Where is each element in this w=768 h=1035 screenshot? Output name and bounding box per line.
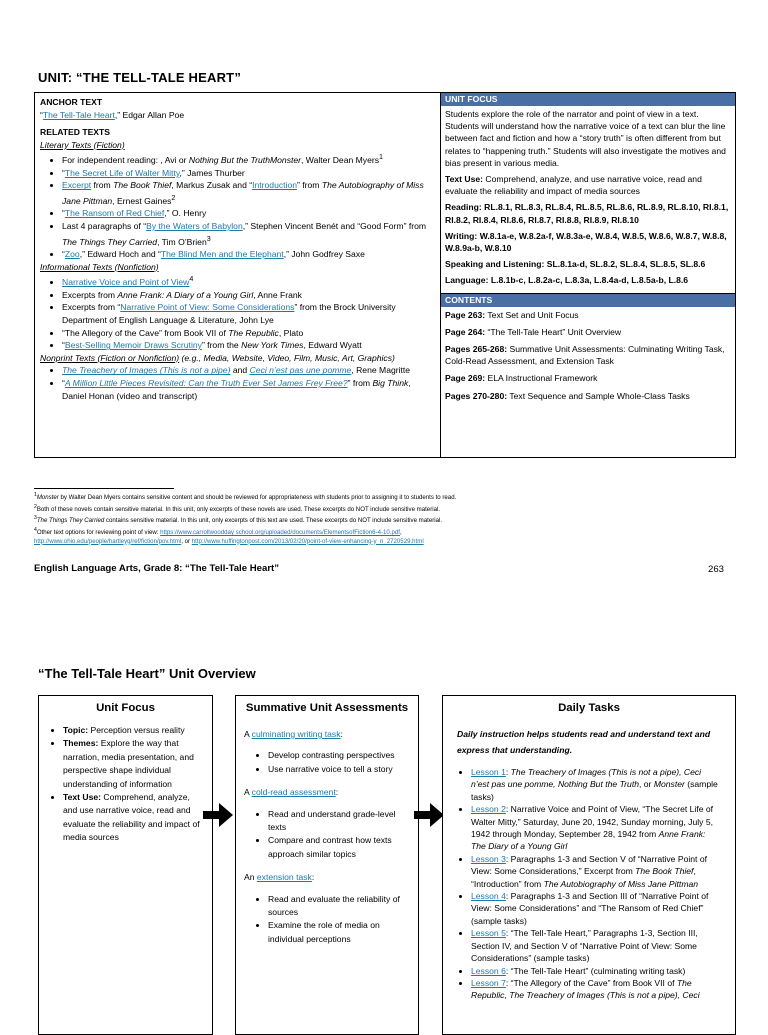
informational-text: “ [62, 340, 65, 351]
unit-focus-column [441, 93, 735, 457]
informational-item [62, 273, 435, 288]
anchor-open-quote: “ [40, 109, 43, 120]
unit-table [34, 92, 736, 458]
literary-item [62, 151, 435, 166]
informational-italic: The Republic [228, 327, 279, 338]
cold-read-pre: A [244, 787, 252, 798]
summative-assessments-box [235, 695, 419, 1035]
lesson-link[interactable]: Lesson 6 [471, 965, 506, 976]
unit-title: UNIT: “THE TELL-TALE HEART” [38, 70, 242, 85]
contents-label: Page 263: [445, 309, 486, 320]
overview-title: “The Tell-Tale Heart” Unit Overview [38, 666, 256, 681]
contents-item[interactable] [445, 326, 731, 338]
daily-tasks-box [442, 695, 736, 1035]
lesson-text: : Paragraphs 1-3 and Section V of “Narrative Point of View: Some Considerations,” Excerpt from [471, 853, 707, 877]
assessment-item: • Use narrative voice to tell a story [268, 763, 410, 776]
informational-text: Excerpts from “ [62, 302, 121, 313]
informational-heading: Informational Texts (Nonfiction) [40, 261, 159, 272]
page-footer: English Language Arts, Grade 8: “The Tell-Tale Heart” [34, 563, 280, 574]
standard-label: Language: [445, 275, 489, 286]
informational-item [62, 301, 435, 326]
assessment-item: • Read and understand grade-level texts [268, 808, 410, 835]
footnotes [34, 491, 734, 546]
lesson-text: : “The Tell-Tale Heart” (culminating writing task) [505, 965, 686, 976]
extension-task-link[interactable]: extension task [256, 872, 312, 883]
literary-italic: The Autobiography of Miss Jane Pittman [62, 180, 424, 206]
literary-text: Last 4 paragraphs of “ [62, 221, 147, 232]
literary-text: ,” John Godfrey Saxe [283, 249, 365, 260]
standard-value: L.8.1b-c, L.8.2a-c, L.8.3a, L.8.4a-d, L.8.5a-b, L.8.6 [488, 275, 689, 286]
informational-link[interactable]: Narrative Voice and Point of View [62, 277, 190, 288]
literary-italic: Nothing But the Truth [188, 155, 270, 166]
contents-label: Page 264: [445, 326, 486, 337]
lesson-list [457, 766, 721, 1002]
literary-text: ,” Edward Hoch and “ [79, 249, 161, 260]
lesson-link[interactable]: Lesson 1 [471, 767, 506, 777]
text-use-value: Comprehend, analyze, and use narrative voice, read and evaluate the reliability and impact of media sources [445, 174, 702, 197]
literary-text: “ [62, 208, 65, 219]
lesson-item [471, 803, 721, 853]
literary-text: , Tim O’Brien [157, 236, 207, 247]
contents-value: Text Sequence and Sample Whole-Class Tasks [507, 390, 690, 401]
unit-focus-box-list [39, 724, 212, 845]
nonprint-item [62, 377, 435, 402]
literary-text: , Walter Dean Myers [301, 155, 380, 166]
lesson-item [471, 977, 721, 1002]
focus-item [63, 737, 204, 791]
lesson-text: : “The Allegory of the Cave” from Book VII of [505, 977, 677, 988]
assessment-item: • Read and evaluate the reliability of sources [268, 893, 410, 920]
culminating-post: : [340, 729, 343, 739]
lesson-text: : Paragraphs 1-3 and Section III of “Narrative Point of View: Some Considerations” and “The Ransom of Red Chief” (sample tasks) [471, 891, 709, 926]
literary-link[interactable]: By the Waters of Babylon [146, 221, 243, 232]
focus-label: Topic: [63, 725, 89, 735]
literary-link[interactable]: Zoo [64, 249, 80, 260]
literary-text: ,” Stephen Vincent Benét and “Good Form” from [242, 221, 427, 232]
extension-line [244, 871, 410, 884]
unit-focus-box-title: Unit Focus [96, 702, 155, 714]
fn3-italic: The Things They Carried [36, 517, 105, 525]
nonprint-link[interactable]: A Million Little Pieces Revisited: Can the Truth Ever Set James Frey Free? [64, 377, 348, 388]
contents-list [441, 307, 735, 409]
culminating-task-link[interactable]: culminating writing task [251, 729, 341, 739]
literary-heading: Literary Texts (Fiction) [40, 139, 125, 150]
lesson-link[interactable]: Lesson 3 [471, 853, 506, 864]
focus-value: Perception versus reality [88, 725, 185, 735]
footnote-3 [34, 514, 734, 526]
literary-text: ,” James Thurber [179, 167, 245, 178]
nonprint-link[interactable]: Ceci n’est pas une pomme [249, 365, 352, 376]
literary-link[interactable]: The Secret Life of Walter Mitty [64, 167, 180, 178]
anchor-text-heading: ANCHOR TEXT [40, 97, 103, 107]
nonprint-italic: Big Think [372, 377, 409, 388]
fn1-italic: Monster [36, 494, 59, 502]
assessment-item: • Develop contrasting perspectives [268, 749, 410, 762]
contents-label: Pages 270-280: [445, 390, 508, 401]
contents-section [441, 293, 735, 409]
fn2-text: Both of these novels contain sensitive material. In this unit, only excerpts of these novels are used. These excerpts do NOT include sensitive material. [36, 505, 441, 513]
standard-value: SL.8.1a-d, SL.8.2, SL.8.4, SL.8.5, SL.8.6 [544, 259, 706, 270]
literary-text: , Avi or [160, 155, 189, 166]
lesson-italic: The Book Thief [635, 866, 694, 877]
informational-list [40, 273, 435, 351]
literary-item [62, 248, 435, 261]
footnote-ref: 1 [379, 153, 384, 162]
lesson-text: (sample tasks) [471, 779, 718, 802]
lesson-text: , or [639, 779, 654, 790]
text-use-label: Text Use: [445, 174, 484, 185]
standards-list [445, 201, 731, 286]
contents-label: Page 269: [445, 373, 486, 384]
informational-text: ” from the [201, 340, 242, 351]
nonprint-suffix: (e.g., Media, Website, Video, Film, Music, Art, Graphics) [179, 352, 395, 363]
literary-link[interactable]: The Blind Men and the Elephant [160, 249, 284, 260]
lesson-text: : [505, 767, 511, 777]
contents-label: Pages 265-268: [445, 344, 508, 355]
cold-read-line [244, 786, 410, 799]
lesson-text: : “The Tell-Tale Heart,” Paragraphs 1-3, Section III, Section IV, and Section V of “Narrative Point of View: Some Considerations” (sample tasks) [471, 928, 698, 964]
lesson-item [471, 965, 721, 977]
nonprint-item [62, 364, 435, 377]
lesson-italic: The Republic, The Treachery of Images (This is not a pipe), Ceci [471, 977, 700, 1001]
fn4-url-2[interactable]: http://www.ohio.edu/people/hartleyg/ref/fiction/pov.html [34, 537, 182, 545]
informational-link[interactable]: Narrative Point of View: Some Considerations [120, 302, 295, 313]
cold-read-link[interactable]: cold-read assessment [251, 787, 336, 798]
focus-label: Text Use: [63, 792, 102, 803]
fn4-num: 4 [34, 526, 37, 533]
literary-list [40, 151, 435, 260]
nonprint-text: ” from [347, 377, 373, 388]
lesson-link[interactable]: Lesson 2 [471, 804, 506, 815]
lesson-italic: The Autobiography of Miss Jane Pittman [543, 878, 699, 889]
culminating-pre: A [244, 729, 252, 739]
literary-item [62, 179, 435, 207]
informational-item [62, 339, 435, 352]
lesson-italic: The Treachery of Images (This is not a pipe), Ceci n’est pas une pomme, Nothing But the Truth [471, 767, 702, 790]
informational-text: Excerpts from [62, 289, 118, 300]
standard-label: Reading: [445, 202, 482, 213]
literary-link[interactable]: Introduction [252, 180, 298, 191]
fn4-text: Other text options for reviewing point of view: [36, 528, 161, 536]
informational-item [62, 327, 435, 340]
footnote-2 [34, 503, 734, 515]
page-number: 263 [707, 564, 724, 575]
lesson-text: : Narrative Voice and Point of View, “The Secret Life of Walter Mitty,” Saturday, June 20, 1942, Sunday morning, July 5, 1942 through Monday, September 28, 1942 from [471, 804, 714, 840]
fn1-num: 1 [34, 492, 37, 498]
fn4-or: , or [181, 537, 192, 545]
text-set-column [35, 93, 441, 457]
standard-line [445, 258, 731, 270]
contents-item[interactable] [445, 309, 731, 321]
informational-link[interactable]: Best-Selling Memoir Draws Scrutiny [64, 340, 202, 351]
contents-bar: CONTENTS [441, 294, 735, 307]
informational-text: ” from the Brock University Department of English Language & Literature, John Lye [62, 302, 396, 325]
standard-line [445, 201, 731, 225]
nonprint-link[interactable]: The Treachery of Images (This is not a pipe) [62, 365, 231, 376]
culminating-list [244, 749, 410, 776]
literary-link[interactable]: The Ransom of Red Chief [64, 208, 165, 219]
informational-italic: New York Times [241, 340, 304, 351]
daily-tasks-title: Daily Tasks [558, 702, 620, 714]
focus-label: Themes: [63, 738, 99, 749]
informational-text: , Anne Frank [253, 289, 302, 300]
extension-pre: An [244, 872, 257, 883]
arrow-right-icon [203, 803, 233, 827]
footnote-1 [34, 491, 734, 503]
lesson-link[interactable]: Lesson 4 [471, 891, 506, 902]
literary-item [62, 207, 435, 220]
footnote-ref: 2 [171, 194, 176, 203]
nonprint-text: , Daniel Honan (video and transcript) [62, 377, 411, 401]
informational-text: , Plato [278, 327, 304, 338]
nonprint-text: , Rene Magritte [351, 365, 411, 376]
fn4-comma: , [399, 528, 402, 536]
related-texts-heading: RELATED TEXTS [40, 127, 111, 138]
literary-text: ” from [297, 180, 322, 191]
informational-text: “The Allegory of the Cave” from Book VII of [62, 327, 229, 338]
summative-box-body [236, 724, 418, 960]
lesson-italic: Monster [653, 779, 685, 790]
unit-focus-body [441, 106, 735, 293]
assessment-item: • Compare and contrast how texts approach similar topics [268, 834, 410, 861]
literary-italic: The Book Thief [113, 180, 172, 191]
culminating-line [244, 728, 410, 741]
standard-line [445, 230, 731, 254]
focus-item [63, 724, 204, 737]
contents-value: “The Tell-Tale Heart” Unit Overview [485, 326, 622, 337]
fn3-text: contains sensitive material. In this unit, only excerpts of this text are used. These excerpts do NOT include sensitive material. [104, 517, 443, 525]
literary-italic: Monster [269, 155, 302, 166]
lesson-link[interactable]: Lesson 7 [471, 977, 506, 988]
literary-text: “ [62, 167, 65, 178]
contents-value: Summative Unit Assessments: Culminating Writing Task, Cold-Read Assessment, and Extension Task [445, 344, 725, 367]
informational-text: , Edward Wyatt [303, 340, 362, 351]
literary-text: from [91, 180, 114, 191]
focus-item [63, 791, 204, 845]
literary-item [62, 167, 435, 180]
daily-tasks-body [443, 724, 735, 1004]
informational-italic: Anne Frank: A Diary of a Young Girl [117, 289, 254, 300]
informational-item [62, 289, 435, 302]
extension-list [244, 893, 410, 947]
fn1-text: by Walter Dean Myers contains sensitive content and should be reviewed for appropriateness with students prior to assigning it to students to read. [58, 494, 457, 502]
literary-text: For independent reading: [62, 155, 161, 166]
standard-value: RL.8.1, RL.8.3, RL.8.4, RL.8.5, RL.8.6, RL.8.9, RL.8.10, RI.8.1, RI.8.2, RI.8.4, RI.8.6, RI.8.7, RI.8.8, RI.8.9, RI.8.10 [445, 202, 729, 225]
nonprint-text: “ [62, 377, 65, 388]
lesson-text: , “Introduction” from [471, 866, 696, 889]
anchor-text [40, 109, 435, 122]
fn4-url-3[interactable]: http://www.huffingtonpost.com/2013/02/20/point-of-view-enhancing-y_n_2720529.html [191, 537, 424, 545]
lesson-italic: Anne Frank: The Diary of a Young Girl [471, 829, 706, 852]
daily-tasks-intro: Daily instruction helps students read and understand text and express that understanding. [457, 729, 711, 755]
anchor-link[interactable]: The Tell-Tale Heart [42, 109, 115, 120]
standard-label: Writing: [445, 230, 478, 241]
standard-line [445, 274, 731, 286]
nonprint-heading-line [40, 352, 435, 365]
unit-focus-description: Students explore the role of the narrator and point of view in a text. Students will understand how the narrative voice of a text can blur the line between fact and fiction and how a “story truth” is often different from but relates to “happening truth.” Students will also investigate the motives and bias present in various media. [445, 109, 726, 168]
footnote-4 [34, 526, 734, 546]
focus-value: Comprehend, analyze, and use narrative voice, read and evaluate the reliability and impact of media sources [63, 792, 200, 843]
lesson-item [471, 853, 721, 890]
focus-value: Explore the way that narration, media presentation, and perspective shape individual understanding of information [63, 738, 194, 789]
literary-text: , Ernest Gaines [112, 195, 172, 206]
assessment-item: • Examine the role of media on individual perceptions [268, 919, 410, 946]
lesson-item [471, 890, 721, 927]
standard-label: Speaking and Listening: [445, 259, 545, 270]
nonprint-text: and [230, 365, 250, 376]
lesson-item [471, 766, 721, 803]
literary-link[interactable]: Excerpt [62, 180, 92, 191]
literary-text: ,” O. Henry [164, 208, 207, 219]
lesson-item [471, 927, 721, 964]
unit-focus-bar: UNIT FOCUS [441, 93, 735, 106]
nonprint-list [40, 364, 435, 402]
contents-value: Text Set and Unit Focus [485, 309, 579, 320]
fn2-num: 2 [34, 503, 37, 510]
literary-text: , Markus Zusak and “ [171, 180, 253, 191]
cold-read-post: : [335, 787, 339, 798]
contents-item[interactable] [445, 372, 731, 384]
footnote-ref: 4 [189, 275, 194, 284]
contents-item[interactable] [445, 343, 731, 367]
fn4-url-1[interactable]: https://www.carrollwoodday school.org/uploaded/documents/ElementsofFiction6-4-10.pdf [160, 528, 400, 536]
literary-item [62, 220, 435, 248]
footnote-rule [34, 488, 174, 489]
literary-italic: The Things They Carried [62, 236, 158, 247]
anchor-author: ,” Edgar Allan Poe [114, 109, 185, 120]
lesson-link[interactable]: Lesson 5 [471, 928, 506, 939]
literary-text: “ [62, 249, 65, 260]
cold-read-list [244, 808, 410, 862]
unit-focus-box [38, 695, 213, 1035]
standard-value: W.8.1a-e, W.8.2a-f, W.8.3a-e, W.8.4, W.8.5, W.8.6, W.8.7, W.8.8, W.8.9a-b, W.8.10 [445, 230, 727, 254]
footnote-ref: 3 [206, 234, 211, 243]
text-use [445, 173, 731, 197]
extension-post: : [311, 872, 315, 883]
fn3-num: 3 [34, 515, 37, 522]
summative-box-title: Summative Unit Assessments [245, 702, 409, 714]
contents-item[interactable] [445, 390, 731, 402]
arrow-right-icon-2 [414, 803, 444, 827]
nonprint-heading: Nonprint Texts (Fiction or Nonfiction) [40, 352, 180, 363]
contents-value: ELA Instructional Framework [485, 373, 598, 384]
